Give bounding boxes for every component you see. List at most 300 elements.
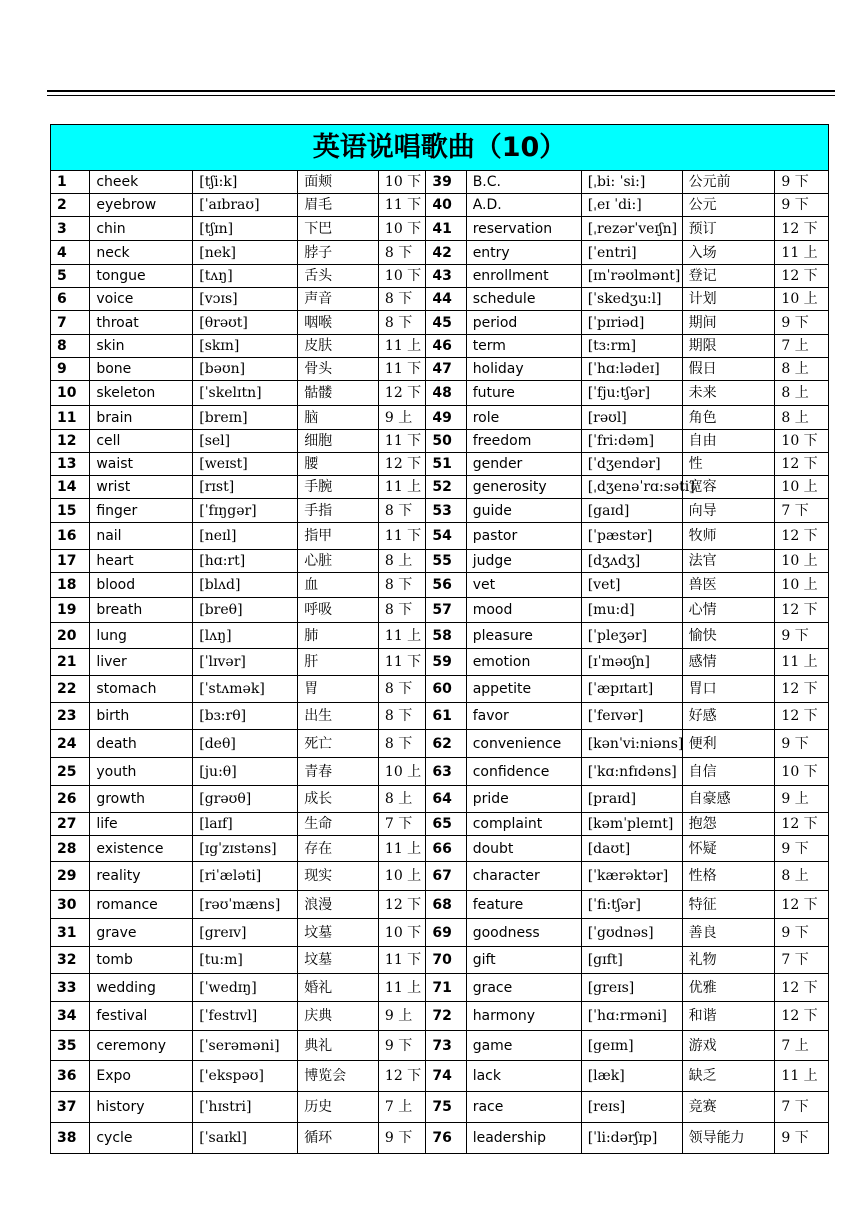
entry-grade: 11 上 [775, 649, 829, 676]
entry-phonetic: [tʃi:k] [193, 171, 298, 194]
entry-number: 47 [426, 358, 466, 381]
entry-grade: 9 下 [775, 836, 829, 862]
entry-phonetic: [ˈskelɪtn] [193, 381, 298, 406]
entry-grade: 8 上 [378, 550, 425, 573]
entry-meaning: 面颊 [298, 171, 379, 194]
entry-word: existence [90, 836, 193, 862]
entry-meaning: 游戏 [682, 1031, 775, 1061]
table-row [51, 523, 829, 550]
entry-word: cell [90, 430, 193, 453]
entry-phonetic: [geɪm] [581, 1031, 682, 1061]
entry-phonetic: [ˈentri] [581, 241, 682, 265]
entry-word: death [90, 730, 193, 758]
entry-number: 40 [426, 194, 466, 217]
entry-grade: 12 下 [378, 1061, 425, 1092]
entry-word: pride [466, 786, 581, 813]
entry-grade: 11 下 [378, 358, 425, 381]
entry-meaning: 性格 [682, 862, 775, 891]
page-title: 英语说唱歌曲（10） [51, 125, 829, 171]
entry-word: role [466, 406, 581, 430]
entry-word: brain [90, 406, 193, 430]
entry-phonetic: [riˈæləti] [193, 862, 298, 891]
entry-grade: 10 上 [775, 550, 829, 573]
entry-grade: 10 下 [775, 430, 829, 453]
entry-grade: 12 下 [775, 891, 829, 919]
entry-grade: 10 下 [378, 217, 425, 241]
entry-phonetic: [ˈfeɪvər] [581, 703, 682, 730]
entry-grade: 12 下 [775, 1002, 829, 1031]
entry-word: judge [466, 550, 581, 573]
entry-meaning: 计划 [682, 288, 775, 311]
entry-number: 10 [51, 381, 90, 406]
entry-grade: 10 上 [378, 862, 425, 891]
entry-meaning: 现实 [298, 862, 379, 891]
entry-number: 48 [426, 381, 466, 406]
table-row [51, 499, 829, 523]
table-row [51, 311, 829, 335]
entry-word: leadership [466, 1123, 581, 1154]
entry-number: 34 [51, 1002, 90, 1031]
entry-number: 6 [51, 288, 90, 311]
entry-phonetic: [rəʊˈmæns] [193, 891, 298, 919]
entry-grade: 8 上 [775, 358, 829, 381]
entry-number: 15 [51, 499, 90, 523]
entry-grade: 10 下 [378, 265, 425, 288]
entry-meaning: 宽容 [682, 476, 775, 499]
entry-word: eyebrow [90, 194, 193, 217]
entry-meaning: 预订 [682, 217, 775, 241]
entry-word: voice [90, 288, 193, 311]
entry-grade: 11 上 [378, 623, 425, 649]
table-row [51, 1002, 829, 1031]
table-row [51, 891, 829, 919]
entry-grade: 11 上 [378, 335, 425, 358]
entry-meaning: 肺 [298, 623, 379, 649]
entry-grade: 9 下 [775, 311, 829, 335]
entry-word: period [466, 311, 581, 335]
entry-meaning: 特征 [682, 891, 775, 919]
entry-phonetic: [dʒʌdʒ] [581, 550, 682, 573]
entry-number: 17 [51, 550, 90, 573]
table-row [51, 406, 829, 430]
table-row [51, 703, 829, 730]
entry-phonetic: [ˈskedʒu:l] [581, 288, 682, 311]
entry-number: 41 [426, 217, 466, 241]
entry-word: lack [466, 1061, 581, 1092]
entry-meaning: 成长 [298, 786, 379, 813]
entry-word: schedule [466, 288, 581, 311]
entry-grade: 12 下 [775, 598, 829, 623]
entry-number: 51 [426, 453, 466, 476]
entry-meaning: 眉毛 [298, 194, 379, 217]
entry-meaning: 期间 [682, 311, 775, 335]
entry-number: 30 [51, 891, 90, 919]
entry-word: harmony [466, 1002, 581, 1031]
entry-meaning: 入场 [682, 241, 775, 265]
entry-word: festival [90, 1002, 193, 1031]
entry-number: 39 [426, 171, 466, 194]
entry-meaning: 咽喉 [298, 311, 379, 335]
entry-word: nail [90, 523, 193, 550]
entry-phonetic: [vet] [581, 573, 682, 598]
entry-meaning: 公元 [682, 194, 775, 217]
entry-meaning: 抱怨 [682, 813, 775, 836]
entry-grade: 8 下 [378, 288, 425, 311]
entry-phonetic: [grəʊθ] [193, 786, 298, 813]
entry-meaning: 血 [298, 573, 379, 598]
entry-grade: 10 下 [378, 171, 425, 194]
entry-number: 7 [51, 311, 90, 335]
entry-phonetic: [ˈaɪbraʊ] [193, 194, 298, 217]
entry-phonetic: [vɔɪs] [193, 288, 298, 311]
entry-meaning: 舌头 [298, 265, 379, 288]
entry-meaning: 腰 [298, 453, 379, 476]
entry-meaning: 生命 [298, 813, 379, 836]
table-row [51, 649, 829, 676]
entry-number: 60 [426, 676, 466, 703]
entry-grade: 11 下 [378, 430, 425, 453]
entry-meaning: 心情 [682, 598, 775, 623]
entry-phonetic: [læk] [581, 1061, 682, 1092]
entry-grade: 12 下 [775, 523, 829, 550]
entry-meaning: 自豪感 [682, 786, 775, 813]
entry-word: future [466, 381, 581, 406]
entry-word: favor [466, 703, 581, 730]
entry-number: 35 [51, 1031, 90, 1061]
entry-grade: 11 上 [378, 974, 425, 1002]
entry-meaning: 未来 [682, 381, 775, 406]
entry-meaning: 脑 [298, 406, 379, 430]
entry-number: 62 [426, 730, 466, 758]
entry-number: 13 [51, 453, 90, 476]
entry-meaning: 心脏 [298, 550, 379, 573]
entry-word: generosity [466, 476, 581, 499]
entry-number: 14 [51, 476, 90, 499]
table-row [51, 836, 829, 862]
entry-number: 44 [426, 288, 466, 311]
entry-number: 12 [51, 430, 90, 453]
entry-word: game [466, 1031, 581, 1061]
entry-grade: 10 下 [775, 758, 829, 786]
entry-word: goodness [466, 919, 581, 947]
entry-phonetic: [ˈkærəktər] [581, 862, 682, 891]
entry-meaning: 善良 [682, 919, 775, 947]
entry-number: 25 [51, 758, 90, 786]
entry-grade: 9 上 [378, 1002, 425, 1031]
entry-word: life [90, 813, 193, 836]
entry-number: 31 [51, 919, 90, 947]
entry-meaning: 坟墓 [298, 947, 379, 974]
entry-phonetic: [praɪd] [581, 786, 682, 813]
entry-word: finger [90, 499, 193, 523]
entry-grade: 9 下 [378, 1123, 425, 1154]
entry-meaning: 自信 [682, 758, 775, 786]
entry-meaning: 向导 [682, 499, 775, 523]
entry-phonetic: [ˈfɪŋgər] [193, 499, 298, 523]
entry-meaning: 优雅 [682, 974, 775, 1002]
entry-word: emotion [466, 649, 581, 676]
table-row [51, 217, 829, 241]
vocabulary-rows [51, 171, 829, 1154]
entry-phonetic: [tɜ:rm] [581, 335, 682, 358]
entry-phonetic: [ˈæpɪtaɪt] [581, 676, 682, 703]
entry-phonetic: [tʃɪn] [193, 217, 298, 241]
entry-word: cheek [90, 171, 193, 194]
entry-number: 38 [51, 1123, 90, 1154]
entry-phonetic: [rəʊl] [581, 406, 682, 430]
entry-word: tomb [90, 947, 193, 974]
entry-meaning: 好感 [682, 703, 775, 730]
entry-meaning: 存在 [298, 836, 379, 862]
table-row [51, 381, 829, 406]
entry-grade: 12 下 [775, 217, 829, 241]
entry-number: 3 [51, 217, 90, 241]
table-row [51, 358, 829, 381]
entry-phonetic: [kənˈvi:niəns] [581, 730, 682, 758]
entry-number: 8 [51, 335, 90, 358]
entry-grade: 11 上 [775, 241, 829, 265]
table-row [51, 171, 829, 194]
entry-word: vet [466, 573, 581, 598]
entry-meaning: 期限 [682, 335, 775, 358]
entry-word: liver [90, 649, 193, 676]
entry-grade: 8 下 [378, 311, 425, 335]
entry-number: 42 [426, 241, 466, 265]
entry-phonetic: ['ekspəʊ] [193, 1061, 298, 1092]
entry-grade: 7 下 [378, 813, 425, 836]
entry-word: convenience [466, 730, 581, 758]
top-rule-thin [47, 95, 835, 96]
entry-number: 16 [51, 523, 90, 550]
entry-phonetic: [ɪnˈrəʊlmənt] [581, 265, 682, 288]
entry-meaning: 典礼 [298, 1031, 379, 1061]
entry-meaning: 兽医 [682, 573, 775, 598]
entry-word: chin [90, 217, 193, 241]
entry-meaning: 博览会 [298, 1061, 379, 1092]
entry-phonetic: [tʌŋ] [193, 265, 298, 288]
entry-meaning: 出生 [298, 703, 379, 730]
entry-grade: 8 上 [378, 786, 425, 813]
entry-number: 54 [426, 523, 466, 550]
entry-number: 61 [426, 703, 466, 730]
table-row [51, 598, 829, 623]
entry-word: bone [90, 358, 193, 381]
entry-meaning: 自由 [682, 430, 775, 453]
entry-number: 43 [426, 265, 466, 288]
entry-meaning: 怀疑 [682, 836, 775, 862]
entry-word: birth [90, 703, 193, 730]
entry-phonetic: [θrəʊt] [193, 311, 298, 335]
entry-grade: 7 上 [775, 1031, 829, 1061]
table-row [51, 1092, 829, 1123]
entry-grade: 9 下 [775, 171, 829, 194]
entry-number: 37 [51, 1092, 90, 1123]
entry-phonetic: [ɪˈməʊʃn] [581, 649, 682, 676]
entry-grade: 12 下 [378, 891, 425, 919]
entry-meaning: 牧师 [682, 523, 775, 550]
entry-phonetic: [hɑ:rt] [193, 550, 298, 573]
entry-grade: 12 下 [775, 703, 829, 730]
entry-number: 22 [51, 676, 90, 703]
entry-meaning: 法官 [682, 550, 775, 573]
entry-word: cycle [90, 1123, 193, 1154]
table-row [51, 288, 829, 311]
entry-phonetic: [mu:d] [581, 598, 682, 623]
entry-phonetic: [ˈfestɪvl] [193, 1002, 298, 1031]
table-row [51, 265, 829, 288]
entry-number: 24 [51, 730, 90, 758]
entry-number: 71 [426, 974, 466, 1002]
entry-phonetic: [ˈfju:tʃər] [581, 381, 682, 406]
entry-phonetic: [ˈgʊdnəs] [581, 919, 682, 947]
entry-phonetic: [skɪn] [193, 335, 298, 358]
table-row [51, 430, 829, 453]
entry-grade: 9 下 [378, 1031, 425, 1061]
entry-grade: 10 上 [775, 288, 829, 311]
entry-number: 67 [426, 862, 466, 891]
entry-number: 74 [426, 1061, 466, 1092]
entry-grade: 8 下 [378, 703, 425, 730]
entry-phonetic: [tu:m] [193, 947, 298, 974]
entry-number: 66 [426, 836, 466, 862]
entry-phonetic: [ɪgˈzɪstəns] [193, 836, 298, 862]
entry-word: grave [90, 919, 193, 947]
entry-word: confidence [466, 758, 581, 786]
table-row [51, 862, 829, 891]
entry-number: 33 [51, 974, 90, 1002]
entry-phonetic: [daʊt] [581, 836, 682, 862]
table-row [51, 786, 829, 813]
entry-meaning: 手腕 [298, 476, 379, 499]
entry-number: 27 [51, 813, 90, 836]
table-row [51, 919, 829, 947]
entry-phonetic: [bəʊn] [193, 358, 298, 381]
entry-meaning: 礼物 [682, 947, 775, 974]
entry-meaning: 领导能力 [682, 1123, 775, 1154]
entry-meaning: 呼吸 [298, 598, 379, 623]
entry-grade: 11 下 [378, 649, 425, 676]
entry-word: guide [466, 499, 581, 523]
entry-grade: 9 下 [775, 194, 829, 217]
entry-grade: 9 下 [775, 919, 829, 947]
table-row [51, 453, 829, 476]
entry-grade: 10 上 [775, 476, 829, 499]
table-row [51, 335, 829, 358]
entry-phonetic: [ˈfri:dəm] [581, 430, 682, 453]
entry-phonetic: [gaɪd] [581, 499, 682, 523]
entry-phonetic: [ˌrezərˈveɪʃn] [581, 217, 682, 241]
entry-word: doubt [466, 836, 581, 862]
table-row [51, 241, 829, 265]
entry-phonetic: [ˈlɪvər] [193, 649, 298, 676]
entry-meaning: 脖子 [298, 241, 379, 265]
entry-grade: 9 下 [775, 1123, 829, 1154]
entry-number: 50 [426, 430, 466, 453]
entry-meaning: 愉快 [682, 623, 775, 649]
entry-phonetic: [ˈpæstər] [581, 523, 682, 550]
entry-grade: 12 下 [775, 813, 829, 836]
entry-word: A.D. [466, 194, 581, 217]
entry-meaning: 公元前 [682, 171, 775, 194]
entry-number: 21 [51, 649, 90, 676]
entry-grade: 8 上 [775, 862, 829, 891]
entry-number: 11 [51, 406, 90, 430]
entry-word: pleasure [466, 623, 581, 649]
entry-word: entry [466, 241, 581, 265]
entry-grade: 12 下 [775, 453, 829, 476]
entry-meaning: 感情 [682, 649, 775, 676]
entry-meaning: 角色 [682, 406, 775, 430]
entry-number: 68 [426, 891, 466, 919]
entry-grade: 12 下 [378, 381, 425, 406]
entry-number: 32 [51, 947, 90, 974]
entry-word: mood [466, 598, 581, 623]
entry-phonetic: [ˈstʌmək] [193, 676, 298, 703]
entry-word: neck [90, 241, 193, 265]
entry-meaning: 假日 [682, 358, 775, 381]
entry-grade: 10 下 [378, 919, 425, 947]
entry-meaning: 历史 [298, 1092, 379, 1123]
entry-grade: 7 下 [775, 1092, 829, 1123]
vocabulary-table [50, 124, 829, 1154]
top-rule-thick [47, 90, 835, 92]
entry-phonetic: [ˈfi:tʃər] [581, 891, 682, 919]
entry-word: character [466, 862, 581, 891]
entry-meaning: 肝 [298, 649, 379, 676]
entry-meaning: 胃 [298, 676, 379, 703]
entry-number: 45 [426, 311, 466, 335]
entry-phonetic: [rɪst] [193, 476, 298, 499]
entry-number: 29 [51, 862, 90, 891]
entry-word: wrist [90, 476, 193, 499]
entry-word: reality [90, 862, 193, 891]
entry-grade: 11 下 [378, 947, 425, 974]
entry-meaning: 骷髅 [298, 381, 379, 406]
entry-phonetic: [neɪl] [193, 523, 298, 550]
entry-grade: 12 下 [378, 453, 425, 476]
entry-grade: 11 下 [378, 194, 425, 217]
entry-number: 53 [426, 499, 466, 523]
entry-phonetic: [greɪv] [193, 919, 298, 947]
entry-grade: 8 下 [378, 499, 425, 523]
entry-number: 1 [51, 171, 90, 194]
table-row [51, 974, 829, 1002]
entry-meaning: 便利 [682, 730, 775, 758]
entry-number: 49 [426, 406, 466, 430]
entry-number: 23 [51, 703, 90, 730]
entry-meaning: 循环 [298, 1123, 379, 1154]
entry-phonetic: [greɪs] [581, 974, 682, 1002]
entry-word: skin [90, 335, 193, 358]
entry-meaning: 指甲 [298, 523, 379, 550]
entry-meaning: 性 [682, 453, 775, 476]
entry-phonetic: [ju:θ] [193, 758, 298, 786]
entry-number: 46 [426, 335, 466, 358]
entry-grade: 7 下 [775, 947, 829, 974]
entry-meaning: 青春 [298, 758, 379, 786]
entry-word: freedom [466, 430, 581, 453]
entry-number: 65 [426, 813, 466, 836]
entry-meaning: 登记 [682, 265, 775, 288]
entry-word: lung [90, 623, 193, 649]
entry-phonetic: [reɪs] [581, 1092, 682, 1123]
entry-meaning: 和谐 [682, 1002, 775, 1031]
entry-word: ceremony [90, 1031, 193, 1061]
entry-phonetic: [ˈserəməni] [193, 1031, 298, 1061]
entry-phonetic: [ˌdʒenəˈrɑ:səti] [581, 476, 682, 499]
entry-number: 58 [426, 623, 466, 649]
entry-phonetic: [ˈpɪriəd] [581, 311, 682, 335]
